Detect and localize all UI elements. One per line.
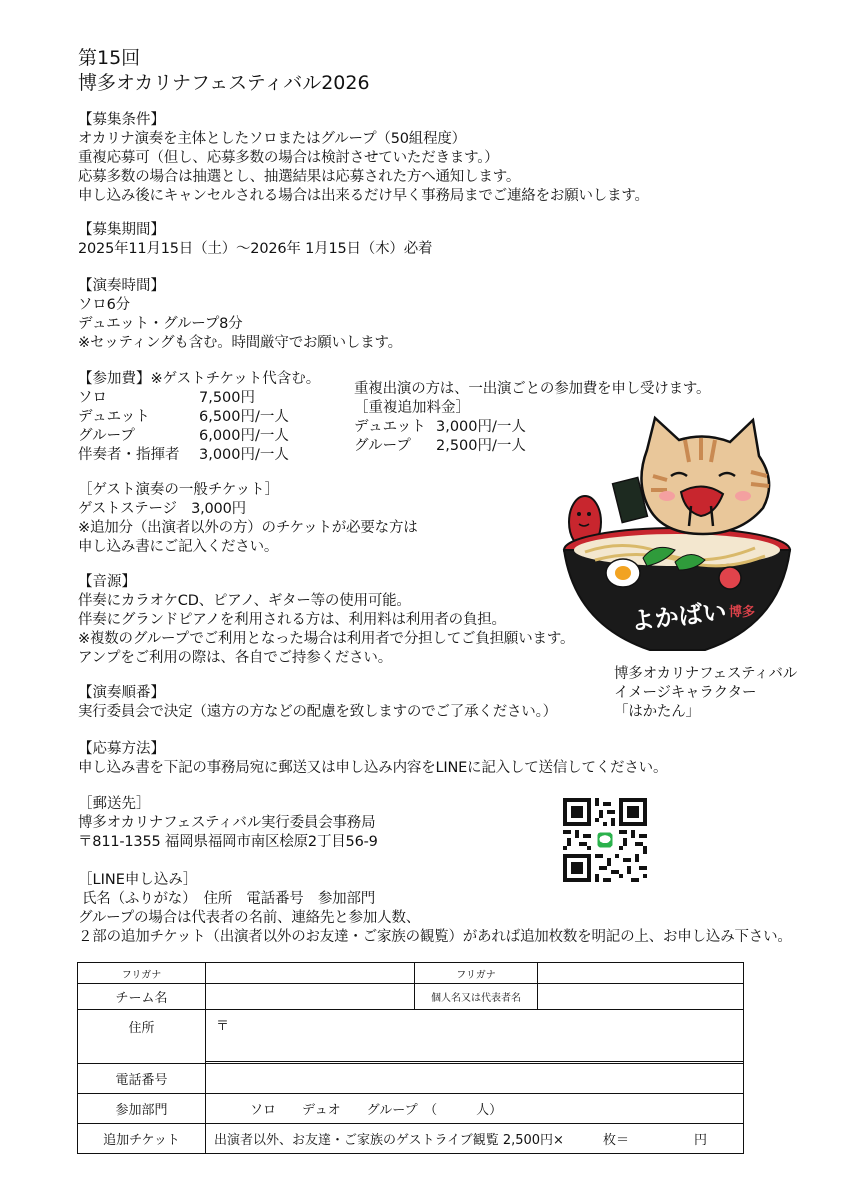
section-heading: ［郵送先］ bbox=[78, 796, 151, 812]
extra-ticket-label: 追加チケット bbox=[103, 1133, 180, 1148]
section-heading: ［LINE申し込み］ bbox=[78, 872, 198, 888]
furigana-label-2: フリガナ bbox=[456, 969, 496, 981]
performance-time-section bbox=[78, 277, 402, 353]
recruit-line: オカリナ演奏を主体としたソロまたはグループ（50組程度） bbox=[78, 131, 466, 147]
sound-line: アンプをご利用の際は、各自でご持参ください。 bbox=[78, 650, 393, 666]
fee-row bbox=[78, 389, 320, 408]
mascot-caption-line: 博多オカリナフェスティバル bbox=[614, 666, 797, 682]
performance-time-line: ソロ6分 bbox=[78, 297, 130, 313]
mascot-illustration bbox=[555, 410, 800, 665]
mascot-caption-line: 「はかたん」 bbox=[614, 704, 700, 720]
fee-value: 6,500円/一人 bbox=[199, 409, 289, 425]
individual-furigana-input[interactable] bbox=[538, 963, 743, 983]
duplicate-note: 重複出演の方は、一出演ごとの参加費を申し受けます。 bbox=[354, 381, 711, 397]
edition-label: 第15回 bbox=[78, 47, 141, 69]
order-text: 実行委員会で決定（遠方の方などの配慮を致しますのでご了承ください。） bbox=[78, 704, 557, 720]
recruit-line: 申し込み後にキャンセルされる場合は出来るだけ早く事務局までご連絡をお願いします。 bbox=[78, 188, 649, 204]
duplicate-value: 2,500円/一人 bbox=[436, 438, 526, 454]
period-section bbox=[78, 221, 432, 259]
recruit-section bbox=[78, 111, 649, 206]
mascot-caption-line: イメージキャラクター bbox=[614, 685, 757, 701]
apply-text: 申し込み書を下記の事務局宛に郵送又は申し込み内容をLINEに記入して送信してください。 bbox=[78, 760, 668, 776]
phone-label: 電話番号 bbox=[115, 1073, 168, 1088]
bowl-sub-text: 博多 bbox=[729, 605, 756, 620]
guest-line: ※追加分（出演者以外の方）のチケットが必要な方は bbox=[78, 520, 418, 536]
sound-line: 伴奏にグランドピアノを利用される方は、利用料は利用者の負担。 bbox=[78, 612, 506, 628]
fee-row bbox=[78, 446, 320, 465]
duplicate-label: グループ bbox=[354, 438, 411, 454]
category-options[interactable]: ソロ デュオ グループ （ 人） bbox=[250, 1103, 503, 1118]
duplicate-value: 3,000円/一人 bbox=[436, 419, 526, 435]
phone-input[interactable] bbox=[206, 1064, 743, 1093]
fee-label: ソロ bbox=[78, 390, 107, 406]
category-label: 参加部門 bbox=[115, 1103, 168, 1118]
fee-label: グループ bbox=[78, 428, 135, 444]
fee-label: 伴奏者・指揮者 bbox=[78, 447, 180, 463]
mail-section bbox=[78, 795, 378, 852]
section-heading: 【音源】 bbox=[78, 574, 136, 590]
order-section bbox=[78, 684, 557, 722]
postal-mark: 〒 bbox=[216, 1018, 230, 1034]
section-heading: ［ゲスト演奏の一般チケット］ bbox=[78, 482, 280, 498]
performance-time-line: デュエット・グループ8分 bbox=[78, 316, 243, 332]
performance-time-line: ※セッティングも含む。時間厳守でお願いします。 bbox=[78, 335, 402, 351]
line-apply-line: ２部の追加チケット（出演者以外のお友達・ご家族の観覧）があれば追加枚数を明記の上、お申し込み下さい。 bbox=[78, 929, 792, 945]
bowl-text: よかばい bbox=[629, 597, 728, 636]
guest-stage: ゲストステージ 3,000円 bbox=[78, 501, 246, 517]
section-heading: 【演奏時間】 bbox=[78, 278, 165, 294]
mail-address: 〒811-1355 福岡県福岡市南区桧原2丁目56-9 bbox=[78, 834, 378, 850]
extra-ticket-field[interactable]: 出演者以外、お友達・ご家族のゲストライブ観覧 2,500円× 枚＝ 円 bbox=[214, 1133, 707, 1148]
sound-line: ※複数のグループでご利用となった場合は利用者で分担してご負担願います。 bbox=[78, 631, 575, 647]
guest-line: 申し込み書にご記入ください。 bbox=[78, 539, 279, 555]
mascot-caption bbox=[614, 665, 797, 722]
sound-line: 伴奏にカラオケCD、ピアノ、ギター等の使用可能。 bbox=[78, 593, 411, 609]
line-qr-code[interactable] bbox=[563, 798, 647, 882]
fee-value: 6,000円/一人 bbox=[199, 428, 289, 444]
fee-section bbox=[78, 370, 320, 465]
team-name-input[interactable] bbox=[206, 984, 414, 1009]
section-heading: 【演奏順番】 bbox=[78, 685, 165, 701]
guest-section bbox=[78, 481, 418, 557]
page-title: 博多オカリナフェスティバル2026 bbox=[78, 72, 370, 94]
team-furigana-input[interactable] bbox=[206, 963, 414, 983]
section-heading: 【参加費】※ゲストチケット代含む。 bbox=[78, 371, 321, 387]
line-apply-line: グループの場合は代表者の名前、連絡先と参加人数、 bbox=[78, 910, 421, 926]
fee-row bbox=[78, 408, 320, 427]
individual-name-input[interactable] bbox=[538, 984, 743, 1009]
team-name-label: チーム名 bbox=[115, 991, 168, 1006]
section-heading: ［重複追加料金］ bbox=[354, 400, 470, 416]
furigana-label: フリガナ bbox=[121, 969, 162, 981]
sound-section bbox=[78, 573, 574, 668]
section-heading: 【応募方法】 bbox=[78, 741, 165, 757]
duplicate-label: デュエット bbox=[354, 419, 426, 435]
line-apply-section bbox=[78, 871, 792, 947]
apply-section bbox=[78, 740, 667, 778]
application-form bbox=[77, 962, 744, 1154]
section-heading: 【募集条件】 bbox=[78, 112, 165, 128]
line-apply-line: 氏名（ふりがな） 住所 電話番号 参加部門 bbox=[82, 891, 376, 907]
individual-name-label: 個人名又は代表者名 bbox=[431, 993, 521, 1004]
address-input[interactable] bbox=[258, 1010, 743, 1061]
period-text: 2025年11月15日（土）～2026年 1月15日（木）必着 bbox=[78, 241, 433, 257]
recruit-line: 重複応募可（但し、応募多数の場合は検討させていただきます。） bbox=[78, 150, 499, 166]
recruit-line: 応募多数の場合は抽選とし、抽選結果は応募された方へ通知します。 bbox=[78, 169, 521, 185]
fee-value: 7,500円 bbox=[199, 390, 256, 406]
fee-label: デュエット bbox=[78, 409, 150, 425]
address-label: 住所 bbox=[128, 1020, 155, 1036]
mail-line: 博多オカリナフェスティバル実行委員会事務局 bbox=[78, 815, 376, 831]
section-heading: 【募集期間】 bbox=[78, 222, 165, 238]
fee-value: 3,000円/一人 bbox=[199, 447, 289, 463]
fee-row bbox=[78, 427, 320, 446]
